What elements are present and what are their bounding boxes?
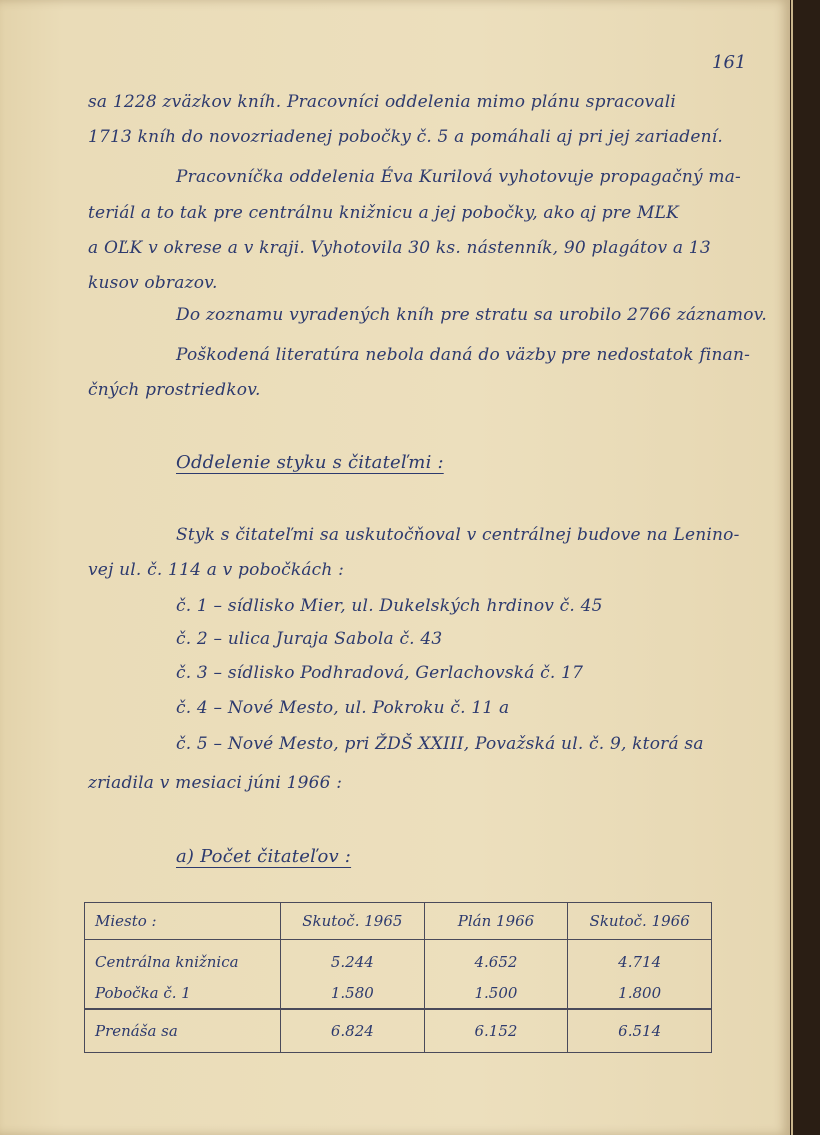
readers-table — [84, 902, 712, 1053]
text-line: Do zoznamu vyradených kníh pre stratu sa urobilo 2766 záznamov. — [176, 305, 768, 325]
table-header-cell: Skutoč. 1966 — [568, 903, 712, 940]
text-line: kusov obrazov. — [88, 273, 218, 293]
text-line: Pracovníčka oddelenia Éva Kurilová vyhotovuje propagačný ma- — [176, 167, 741, 187]
page-number: 161 — [712, 52, 747, 73]
text-line: Styk s čitateľmi sa uskutočňoval v centrálnej budove na Lenino- — [176, 525, 740, 545]
table-row — [85, 977, 712, 1009]
branch-item: č. 4 – Nové Mesto, ul. Pokroku č. 11 a — [176, 698, 510, 718]
table-cell: 4.652 — [424, 940, 568, 978]
page-edge — [791, 0, 793, 1135]
table-total-cell: 6.824 — [281, 1009, 425, 1053]
text-line: teriál a to tak pre centrálnu knižnicu a jej pobočky, ako aj pre MĽK — [88, 203, 679, 223]
section-heading: Oddelenie styku s čitateľmi : — [176, 452, 444, 473]
table-row — [85, 940, 712, 978]
table-cell: 5.244 — [281, 940, 425, 978]
table-header-cell: Skutoč. 1965 — [281, 903, 425, 940]
text-line: 1713 kníh do novozriadenej pobočky č. 5 a pomáhali aj pri jej zariadení. — [88, 127, 724, 147]
table-cell: 1.800 — [568, 977, 712, 1009]
text-line: sa 1228 zväzkov kníh. Pracovníci oddelenia mimo plánu spracovali — [88, 92, 676, 112]
table-header-cell: Miesto : — [85, 903, 281, 940]
table-total-cell: 6.152 — [424, 1009, 568, 1053]
text-line: čných prostriedkov. — [88, 380, 261, 400]
text-line: Poškodená literatúra nebola daná do väzby pre nedostatok finan- — [176, 345, 751, 365]
branch-item: č. 3 – sídlisko Podhradová, Gerlachovská č. 17 — [176, 663, 584, 683]
table-cell: Pobočka č. 1 — [85, 977, 281, 1009]
branch-item: č. 1 – sídlisko Mier, ul. Dukelských hrdinov č. 45 — [176, 596, 603, 616]
text-line: a OĽK v okrese a v kraji. Vyhotovila 30 ks. nástenník, 90 plagátov a 13 — [88, 238, 711, 258]
table-cell: 1.500 — [424, 977, 568, 1009]
subheading: a) Počet čitateľov : — [176, 846, 352, 867]
table-total-cell: Prenáša sa — [85, 1009, 281, 1053]
table-cell: Centrálna knižnica — [85, 940, 281, 978]
branch-item: č. 5 – Nové Mesto, pri ŽDŠ XXIII, Považská ul. č. 9, ktorá sa — [176, 734, 704, 754]
table-cell: 1.580 — [281, 977, 425, 1009]
table-header-cell: Plán 1966 — [424, 903, 568, 940]
table-cell: 4.714 — [568, 940, 712, 978]
text-line: zriadila v mesiaci júni 1966 : — [88, 773, 343, 793]
table-total-cell: 6.514 — [568, 1009, 712, 1053]
table-total-row — [85, 1009, 712, 1053]
branch-item: č. 2 – ulica Juraja Sabola č. 43 — [176, 629, 443, 649]
table-header-row — [85, 903, 712, 940]
text-line: vej ul. č. 114 a v pobočkách : — [88, 560, 345, 580]
